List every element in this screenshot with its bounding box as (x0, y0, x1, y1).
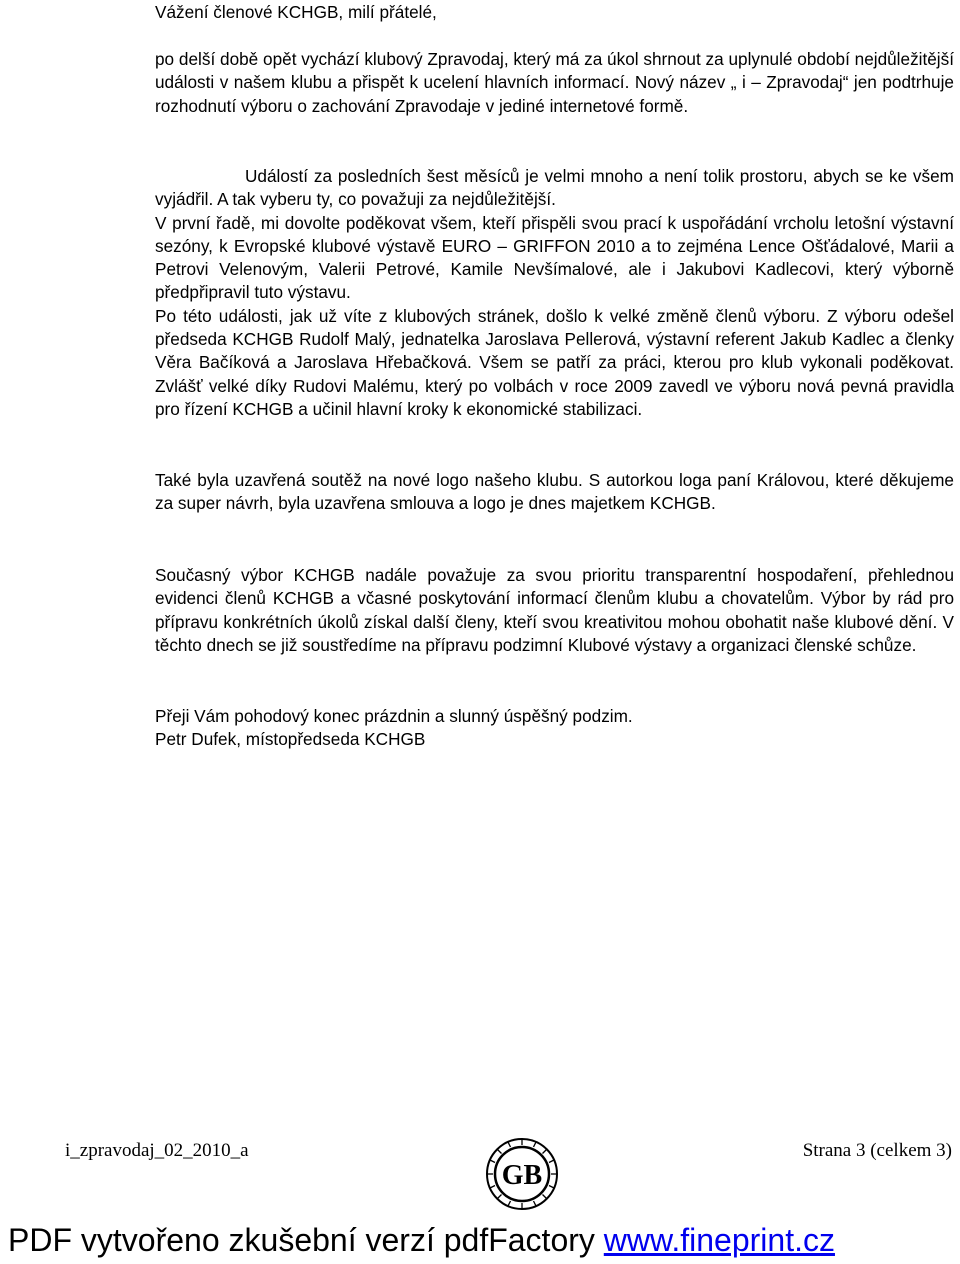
thanks-text: V první řadě, mi dovolte poděkovat všem, kteří přispěli svou prací k uspořádání vrcholu letošní výstavní sezóny, k Evropské klubové výstavě EURO – GRIFFON 2010 a to zejména Lence Ošťádalové, Marii a Petrovi Velenovým, Valerii Petrové, Kamile Nevšímalové, ale i Jakubovi Kadlecovi, který výborně předpřipravil tuto výstavu. (155, 212, 954, 303)
pdf-watermark (8, 1222, 835, 1259)
greeting: Vážení členové KCHGB, milí přátelé, (155, 2, 437, 22)
page-footer (0, 1140, 960, 1230)
watermark-text: PDF vytvořeno zkušební verzí pdfFactory (8, 1222, 595, 1258)
paragraph-events (155, 165, 954, 421)
club-logo (484, 1136, 560, 1212)
closing-text: Přeji Vám pohodový konec prázdnin a slunný úspěšný podzim. (155, 706, 633, 726)
committee-change-text: Po této události, jak už víte z klubových stránek, došlo k velké změně členů výboru. Z výboru odešel předseda KCHGB Rudolf Malý, jednatelka Jaroslava Pellerová, výstavní referent Jakub Kadlec a členky Věra Bačíková a Jaroslava Hřebačková. Všem se patří za práci, kterou pro klub vykonali poděkovat. Zvlášť velké díky Rudovi Malému, který po volbách v roce 2009 zavedl ve výboru nová pevná pravidla pro řízení KCHGB a učinil hlavní kroky k ekonomické stabilizaci. (155, 305, 954, 419)
closing-block (155, 705, 954, 752)
priorities-text: Současný výbor KCHGB nadále považuje za svou prioritu transparentní hospodaření, přehlednou evidenci členů KCHGB a včasné poskytování informací členům klubu a chovatelům. Výbor by rád pro přípravu konkrétních úkolů získal další členy, kteří svou kreativitou mohou obohatit naše klubové dění. V těchto dnech se již soustředíme na přípravu podzimní Klubové výstavy a organizaci členské schůze. (155, 565, 954, 655)
paragraph-priorities (155, 564, 954, 657)
events-text: Událostí za posledních šest měsíců je velmi mnoho a není tolik prostoru, abych se ke všem vyjádřil. A tak vyberu ty, co považuji za nejdůležitější. (155, 166, 954, 210)
paragraph-logo (155, 469, 954, 516)
intro-text: po delší době opět vychází klubový Zpravodaj, který má za úkol shrnout za uplynulé období nejdůležitější události v našem klubu a přispět k ucelení hlavních informací. Nový název „ i – Zpravodaj“ jen podtrhuje rozhodnutí výboru o zachování Zpravodaje v jediné internetové formě. (155, 49, 954, 116)
paragraph-intro (155, 48, 954, 118)
page-number: Strana 3 (celkem 3) (802, 1140, 952, 1161)
watermark-link[interactable]: www.fineprint.cz (603, 1222, 835, 1258)
logo-contest-text: Také byla uzavřená soutěž na nové logo našeho klubu. S autorkou loga paní Královou, které děkujeme za super návrh, byla uzavřena smlouva a logo je dnes majetkem KCHGB. (155, 470, 954, 514)
logo-letters: GB (501, 1160, 543, 1191)
signature: Petr Dufek, místopředseda KCHGB (155, 729, 426, 750)
document-id: i_zpravodaj_02_2010_a (65, 1140, 249, 1161)
